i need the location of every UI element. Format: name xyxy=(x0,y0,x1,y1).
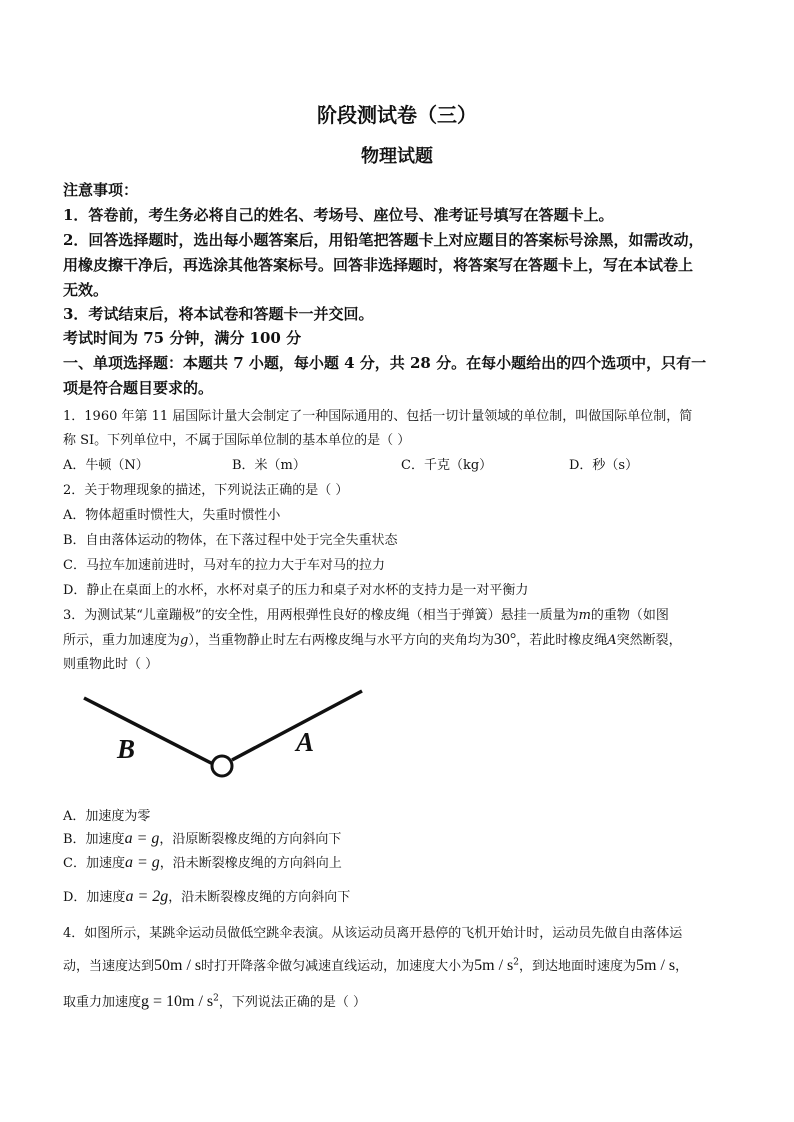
question-4-text: ，到达地面时速度为 xyxy=(519,959,637,974)
question-2-option-d: D．静止在桌面上的水杯，水杯对桌子的压力和桌子对水杯的支持力是一对平衡力 xyxy=(63,583,529,598)
option-math: a = g xyxy=(124,830,160,847)
question-1-line-2: 称 SI。下列单位中，不属于国际单位制的基本单位的是（ ） xyxy=(63,433,411,448)
page-title: 阶段测试卷（三） xyxy=(317,103,477,127)
option-math: a = g xyxy=(124,854,160,871)
question-1-option-d: D．秒（s） xyxy=(569,458,639,473)
rope-a-variable: A xyxy=(607,633,617,648)
question-4-text: 取重力加速度 xyxy=(63,995,142,1010)
option-prefix: C．加速度 xyxy=(63,856,125,871)
question-3-line-1 xyxy=(63,604,669,623)
question-2-option-a: A．物体超重时惯性大，失重时惯性小 xyxy=(63,508,281,523)
question-4-text: 时打开降落伞做匀减速直线运动，加速度大小为 xyxy=(201,959,475,974)
notice-item-2-line-2: 用橡皮擦干净后，再选涂其他答案标号。回答非选择题时，将答案写在答题卡上，写在本试卷上 xyxy=(63,256,694,274)
option-prefix: D．加速度 xyxy=(63,890,126,905)
notice-item-3: 3．考试结束后，将本试卷和答题卡一并交回。 xyxy=(63,305,374,323)
exponent: 2 xyxy=(213,993,219,1004)
exam-time: 考试时间为 75 分钟，满分 100 分 xyxy=(63,329,302,347)
question-3-text: 所示，重力加速度为 xyxy=(63,633,181,648)
question-1-line-1: 1．1960 年第 11 届国际计量大会制定了一种国际通用的、包括一切计量领域的单位制，叫做国际单位制，简 xyxy=(63,409,693,424)
option-suffix: ，沿未断裂橡皮绳的方向斜向上 xyxy=(159,856,342,871)
label-a: A xyxy=(296,727,315,757)
exponent: 2 xyxy=(513,957,520,968)
question-3-option-a: A．加速度为零 xyxy=(63,809,151,824)
question-3-option-c xyxy=(63,852,342,872)
question-4-line-3 xyxy=(63,991,366,1011)
acceleration-value: 5m / s xyxy=(474,957,514,974)
option-suffix: ，沿原断裂橡皮绳的方向斜向下 xyxy=(159,832,342,847)
rubber-band-diagram xyxy=(80,686,380,786)
landing-speed-value: 5m / s xyxy=(636,957,676,974)
question-3-text: ，若此时橡皮绳 xyxy=(516,633,608,648)
question-3-option-b xyxy=(63,828,341,848)
question-2-option-b: B．自由落体运动的物体，在下落过程中处于完全失重状态 xyxy=(63,533,398,548)
question-3-text: 的重物（如图 xyxy=(590,608,669,623)
question-2-option-c: C．马拉车加速前进时，马对车的拉力大于车对马的拉力 xyxy=(63,558,385,573)
question-4-line-2 xyxy=(63,955,688,975)
gravity-variable: g xyxy=(180,633,189,648)
question-4-text: ， xyxy=(675,959,689,974)
rope-b-line xyxy=(84,698,213,764)
question-3-text: 3．为测试某“儿童蹦极”的安全性，用两根弹性良好的橡皮绳（相当于弹簧）悬挂一质量为 xyxy=(63,608,579,623)
page-subtitle: 物理试题 xyxy=(361,146,433,167)
question-3-text: 突然断裂， xyxy=(616,633,682,648)
question-3-text: ），当重物静止时左右两橡皮绳与水平方向的夹角均为 xyxy=(188,633,494,648)
label-b: B xyxy=(117,734,136,764)
gravity-value: g = 10m / s xyxy=(141,993,214,1010)
speed-value: 50m / s xyxy=(154,957,202,974)
question-1-option-c: C．千克（kg） xyxy=(401,458,493,473)
section-1-heading-line-2: 项是符合题目要求的。 xyxy=(63,379,214,397)
notice-heading: 注意事项： xyxy=(63,181,139,199)
angle-value: 30° xyxy=(493,631,517,648)
question-3-line-2 xyxy=(63,629,682,649)
notice-item-2-line-3: 无效。 xyxy=(63,281,109,299)
question-3-option-d xyxy=(63,886,350,906)
notice-item-1: 1．答卷前，考生务必将自己的姓名、考场号、座位号、准考证号填写在答题卡上。 xyxy=(63,206,614,224)
question-2-stem: 2．关于物理现象的描述，下列说法正确的是（ ） xyxy=(63,483,349,498)
question-4-text: 动，当速度达到 xyxy=(63,959,155,974)
option-prefix: B．加速度 xyxy=(63,832,125,847)
question-3-line-3: 则重物此时（ ） xyxy=(63,657,159,672)
option-math: a = 2g xyxy=(125,888,169,905)
weight-ball xyxy=(212,756,232,776)
mass-variable: m xyxy=(578,608,591,623)
question-1-option-b: B．米（m） xyxy=(232,458,306,473)
notice-item-2-line-1: 2．回答选择题时，选出每小题答案后，用铅笔把答题卡上对应题目的答案标号涂黑，如需改动， xyxy=(63,231,704,249)
option-suffix: ，沿未断裂橡皮绳的方向斜向下 xyxy=(168,890,351,905)
question-4-line-1: 4．如图所示，某跳伞运动员做低空跳伞表演。从该运动员离开悬停的飞机开始计时，运动员先做自由落体运 xyxy=(63,926,683,941)
question-1-option-a: A．牛顿（N） xyxy=(63,458,149,473)
section-1-heading-line-1: 一、单项选择题：本题共 7 小题，每小题 4 分，共 28 分。在每小题给出的四个选项中，只有一 xyxy=(63,354,707,372)
question-4-text: ，下列说法正确的是（ ） xyxy=(218,995,367,1010)
